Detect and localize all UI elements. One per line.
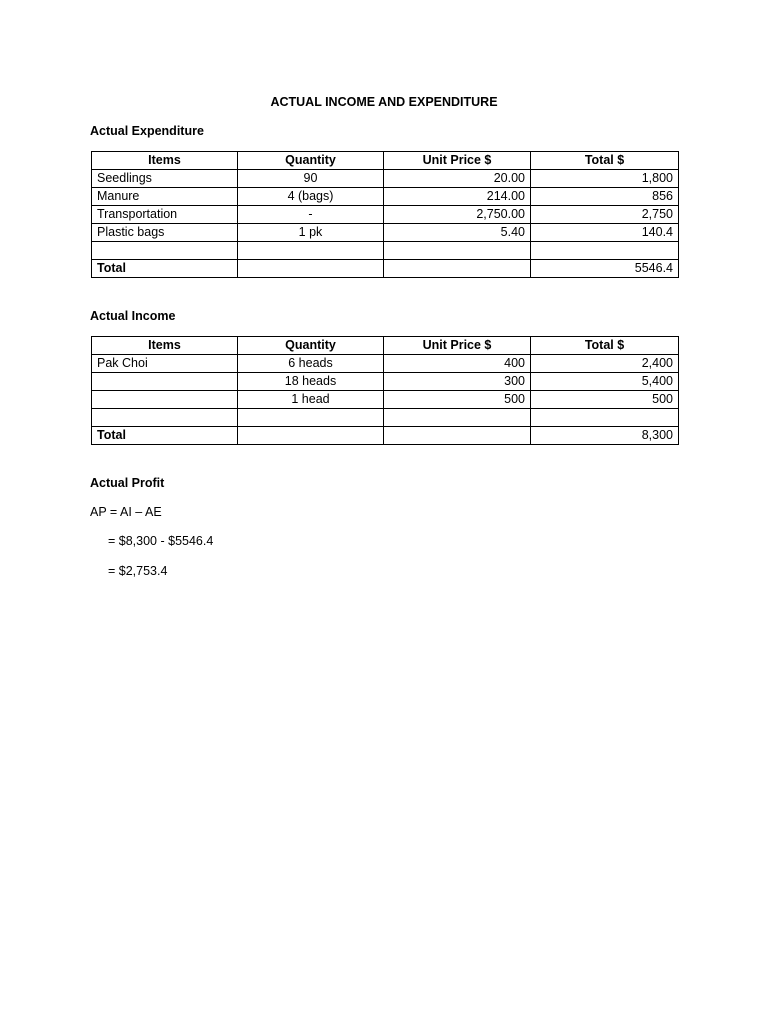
table-header-row: [92, 337, 679, 355]
table-row: [92, 355, 679, 373]
income-table: [91, 336, 679, 445]
unit-price-cell: 20.00: [384, 170, 531, 188]
quantity-cell: 6 heads: [238, 355, 384, 373]
quantity-cell: 90: [238, 170, 384, 188]
profit-formula: AP = AI – AE: [90, 505, 162, 519]
header-items: Items: [92, 337, 238, 355]
quantity-cell: 18 heads: [238, 373, 384, 391]
grand-total-cell: 5546.4: [531, 260, 679, 278]
total-cell: [531, 242, 679, 260]
total-cell: 856: [531, 188, 679, 206]
profit-heading: Actual Profit: [90, 476, 165, 490]
table-row: [92, 391, 679, 409]
quantity-cell: -: [238, 206, 384, 224]
item-cell: [92, 391, 238, 409]
header-unit-price: Unit Price $: [384, 152, 531, 170]
quantity-cell: 1 pk: [238, 224, 384, 242]
total-cell: 500: [531, 391, 679, 409]
total-cell: 2,400: [531, 355, 679, 373]
header-quantity: Quantity: [238, 152, 384, 170]
table-total-row: [92, 260, 679, 278]
page-title: ACTUAL INCOME AND EXPENDITURE: [270, 95, 498, 109]
table-row-empty: [92, 409, 679, 427]
item-cell: [92, 242, 238, 260]
quantity-cell: [238, 427, 384, 445]
expenditure-heading: Actual Expenditure: [90, 124, 204, 138]
unit-price-cell: 5.40: [384, 224, 531, 242]
table-header-row: [92, 152, 679, 170]
table-row-empty: [92, 242, 679, 260]
table-row: [92, 224, 679, 242]
expenditure-table: [91, 151, 679, 278]
quantity-cell: [238, 260, 384, 278]
item-cell: [92, 373, 238, 391]
header-unit-price: Unit Price $: [384, 337, 531, 355]
table-total-row: [92, 427, 679, 445]
unit-price-cell: [384, 409, 531, 427]
table-row: [92, 188, 679, 206]
income-heading: Actual Income: [90, 309, 176, 323]
item-cell: Seedlings: [92, 170, 238, 188]
header-total: Total $: [531, 337, 679, 355]
quantity-cell: 1 head: [238, 391, 384, 409]
table-row: [92, 373, 679, 391]
item-cell: [92, 409, 238, 427]
total-cell: 1,800: [531, 170, 679, 188]
total-cell: 140.4: [531, 224, 679, 242]
quantity-cell: 4 (bags): [238, 188, 384, 206]
header-quantity: Quantity: [238, 337, 384, 355]
total-cell: [531, 409, 679, 427]
item-cell: Manure: [92, 188, 238, 206]
unit-price-cell: 500: [384, 391, 531, 409]
header-total: Total $: [531, 152, 679, 170]
total-label-cell: Total: [92, 260, 238, 278]
item-cell: Transportation: [92, 206, 238, 224]
profit-result: = $2,753.4: [108, 564, 168, 578]
table-row: [92, 170, 679, 188]
unit-price-cell: 400: [384, 355, 531, 373]
quantity-cell: [238, 242, 384, 260]
unit-price-cell: [384, 242, 531, 260]
quantity-cell: [238, 409, 384, 427]
unit-price-cell: [384, 260, 531, 278]
item-cell: Plastic bags: [92, 224, 238, 242]
total-cell: 5,400: [531, 373, 679, 391]
unit-price-cell: [384, 427, 531, 445]
profit-substitution: = $8,300 - $5546.4: [108, 534, 214, 548]
unit-price-cell: 214.00: [384, 188, 531, 206]
grand-total-cell: 8,300: [531, 427, 679, 445]
item-cell: Pak Choi: [92, 355, 238, 373]
total-cell: 2,750: [531, 206, 679, 224]
total-label-cell: Total: [92, 427, 238, 445]
unit-price-cell: 2,750.00: [384, 206, 531, 224]
table-row: [92, 206, 679, 224]
header-items: Items: [92, 152, 238, 170]
unit-price-cell: 300: [384, 373, 531, 391]
